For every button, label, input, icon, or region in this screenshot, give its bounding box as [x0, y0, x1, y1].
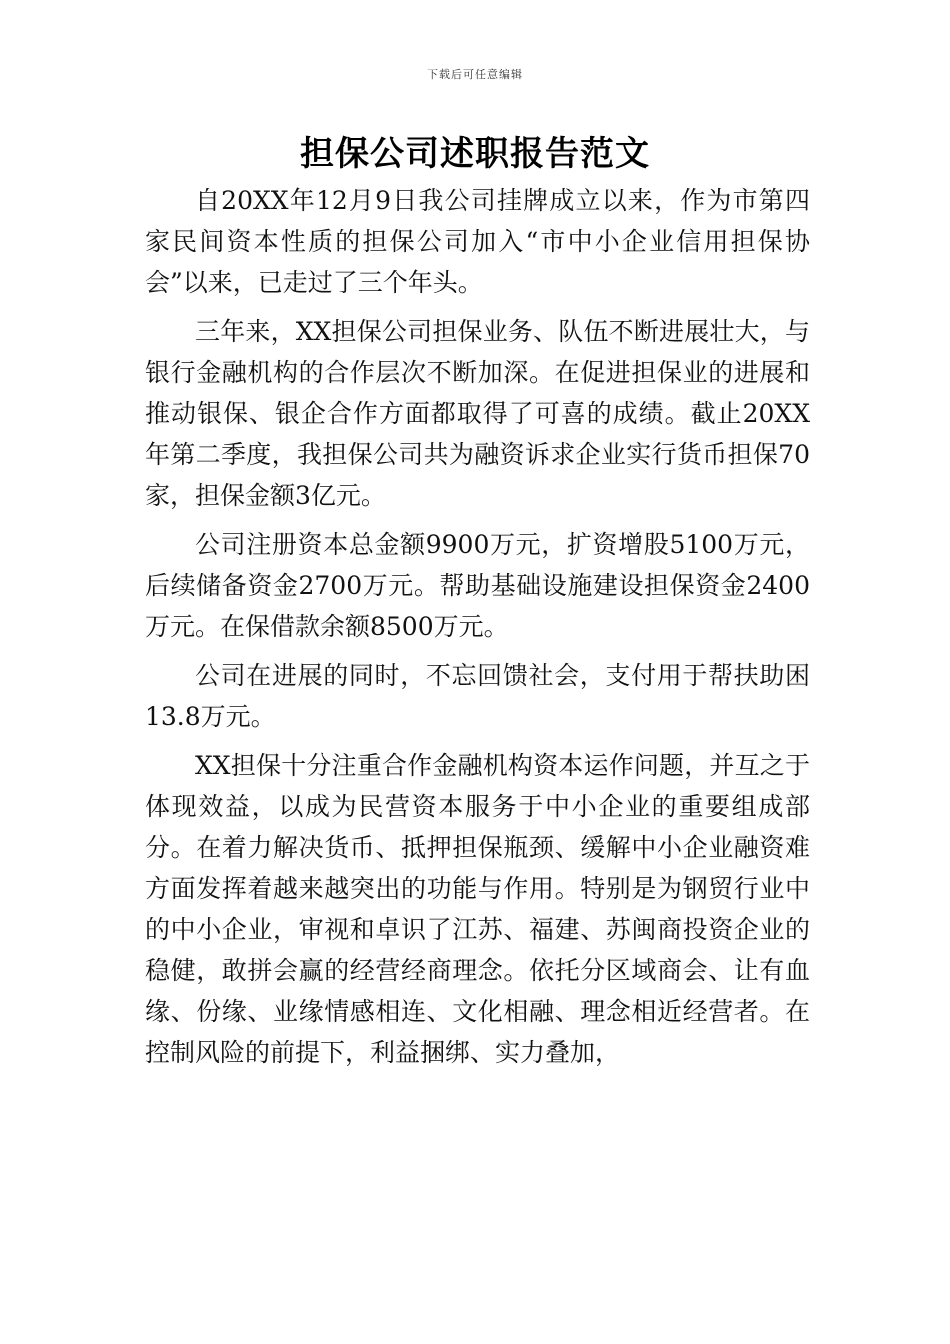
document-body: [145, 180, 810, 1081]
header-note: 下载后可任意编辑: [427, 68, 523, 81]
paragraph-5: XX担保十分注重合作金融机构资本运作问题，并互之于体现效益，以成为民营资本服务于中小企业的重要组成部分。在着力解决货币、抵押担保瓶颈、缓解中小企业融资难方面发挥着越来越突出的功能与作用。特别是为钢贸行业中的中小企业，审视和卓识了江苏、福建、苏闽商投资企业的稳健，敢拼会赢的经营经商理念。依托分区域商会、让有血缘、份缘、业缘情感相连、文化相融、理念相近经营者。在控制风险的前提下，利益捆绑、实力叠加，: [145, 751, 810, 1067]
document-title: 担保公司述职报告范文: [300, 134, 650, 174]
paragraph-4: 公司在进展的同时，不忘回馈社会，支付用于帮扶助困13.8万元。: [145, 661, 810, 731]
paragraph-2: 三年来，XX担保公司担保业务、队伍不断进展壮大，与银行金融机构的合作层次不断加深。在促进担保业的进展和推动银保、银企合作方面都取得了可喜的成绩。截止20XX年第二季度，我担保公司共为融资诉求企业实行货币担保70家，担保金额3亿元。: [145, 317, 810, 510]
paragraph-3: 公司注册资本总金额9900万元，扩资增股5100万元，后续储备资金2700万元。帮助基础设施建设担保资金2400万元。在保借款余额8500万元。: [145, 530, 810, 641]
paragraph-1: 自20XX年12月9日我公司挂牌成立以来，作为市第四家民间资本性质的担保公司加入“市中小企业信用担保协会”以来，已走过了三个年头。: [145, 186, 810, 297]
